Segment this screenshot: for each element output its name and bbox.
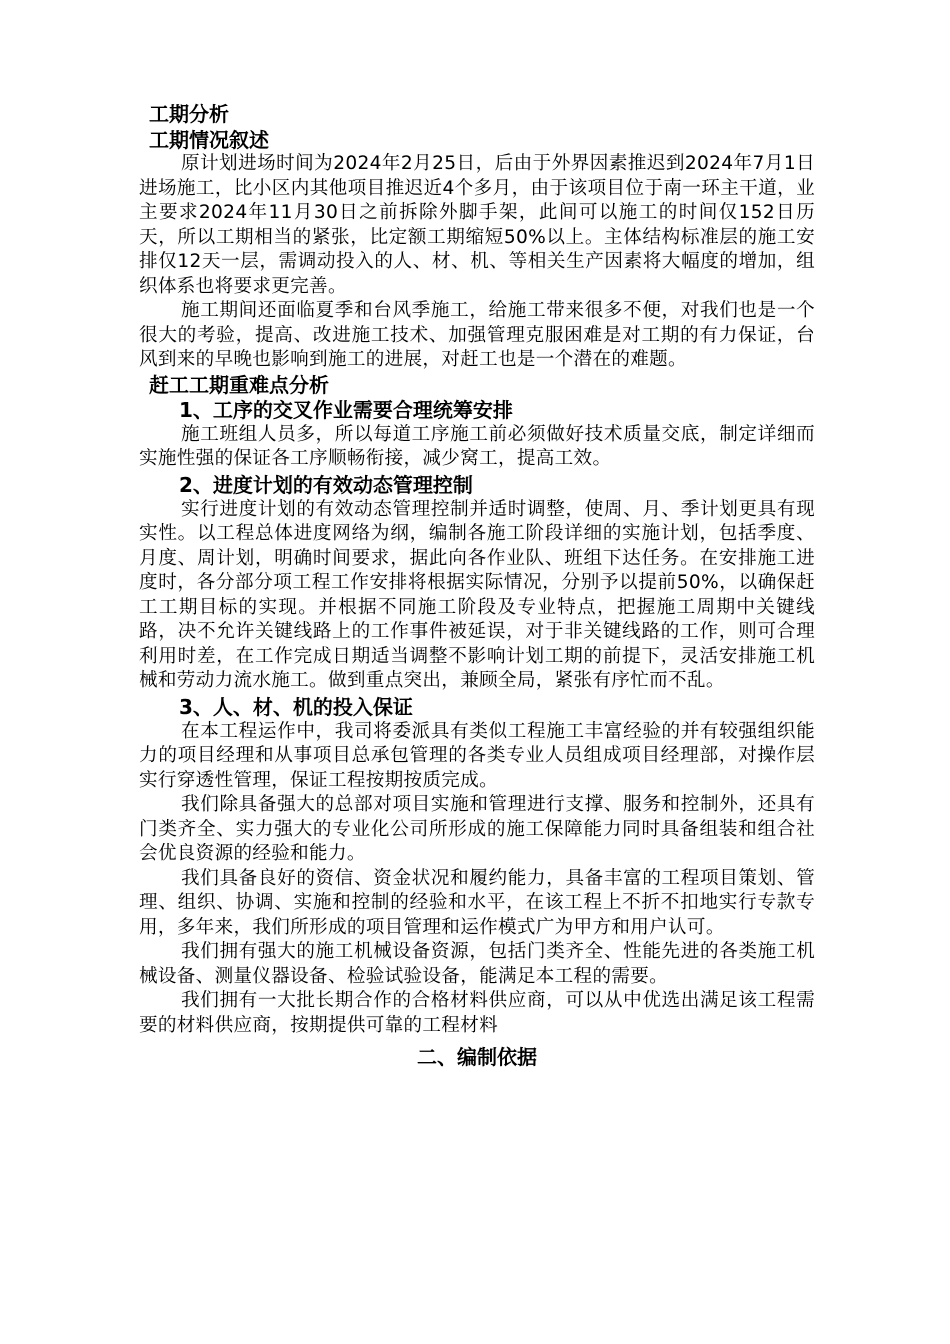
document-body <box>139 102 815 1072</box>
paragraph: 在本工程运作中，我司将委派具有类似工程施工丰富经验的并有较强组织能力的项目经理和从事项目总承包管理的各类专业人员组成项目经理部，对操作层实行穿透性管理，保证工程按期按质完成。 <box>139 720 815 791</box>
paragraph: 我们具备良好的资信、资金状况和履约能力，具备丰富的工程项目策划、管理、组织、协调、实施和控制的经验和水平，在该工程上不折不扣地实行专款专用，多年来，我们所形成的项目管理和运作模式广为甲方和用户认可。 <box>139 867 815 938</box>
section-title: 工期分析 <box>149 102 229 126</box>
section-2-title: 二、编制依据 <box>417 1045 537 1069</box>
subheading-2: 2、进度计划的有效动态管理控制 <box>179 472 473 497</box>
paragraph: 实行进度计划的有效动态管理控制并适时调整，使周、月、季计划更具有现实性。以工程总体进度网络为纲，编制各施工阶段详细的实施计划，包括季度、月度、周计划，明确时间要求，据此向各作业队、班组下达任务。在安排施工进度时，各分部分项工程工作安排将根据实际情况，分别予以提前50%，以确保赶工工期目标的实现。并根据不同施工阶段及专业特点，把握施工周期中关键线路，决不允许关键线路上的工作事件被延误，对于非关键线路的工作，则可合理利用时差，在工作完成日期适当调整不影响计划工期的前提下，灵活安排施工机械和劳动力流水施工。做到重点突出，兼顾全局，紧张有序忙而不乱。 <box>139 498 815 691</box>
subheading-1: 1、工序的交叉作业需要合理统筹安排 <box>179 397 513 422</box>
paragraph: 施工期间还面临夏季和台风季施工，给施工带来很多不便，对我们也是一个很大的考验，提高、改进施工技术、加强管理克服困难是对工期的有力保证，台风到来的早晚也影响到施工的进展，对赶工也是一个潜在的难题。 <box>139 300 815 370</box>
section-heading-schedule-overview: 工期情况叙述 <box>149 128 269 152</box>
section-heading-difficulty-analysis: 赶工工期重难点分析 <box>149 372 329 397</box>
paragraph: 施工班组人员多，所以每道工序施工前必须做好技术质量交底，制定详细而实施性强的保证各工序顺畅衔接，减少窝工，提高工效。 <box>139 423 815 469</box>
paragraph: 我们拥有强大的施工机械设备资源，包括门类齐全、性能先进的各类施工机械设备、测量仪器设备、检验试验设备，能满足本工程的需要。 <box>139 941 815 987</box>
paragraph: 原计划进场时间为2024年2月25日，后由于外界因素推迟到2024年7月1日进场施工，比小区内其他项目推迟近4个多月，由于该项目位于南一环主干道，业主要求2024年11月30日之前拆除外脚手架，此间可以施工的时间仅152日历天，所以工期相当的紧张，比定额工期缩短50%以上。主体结构标准层的施工安排仅12天一层，需调动投入的人、材、机、等相关生产因素将大幅度的增加，组织体系也将要求更完善。 <box>139 153 815 297</box>
paragraph: 我们除具备强大的总部对项目实施和管理进行支撑、服务和控制外，还具有门类齐全、实力强大的专业化公司所形成的施工保障能力同时具备组装和组合社会优良资源的经验和能力。 <box>139 794 815 864</box>
subheading-3: 3、人、材、机的投入保证 <box>179 694 413 719</box>
paragraph: 我们拥有一大批长期合作的合格材料供应商，可以从中优选出满足该工程需要的材料供应商，按期提供可靠的工程材料 <box>139 990 815 1036</box>
